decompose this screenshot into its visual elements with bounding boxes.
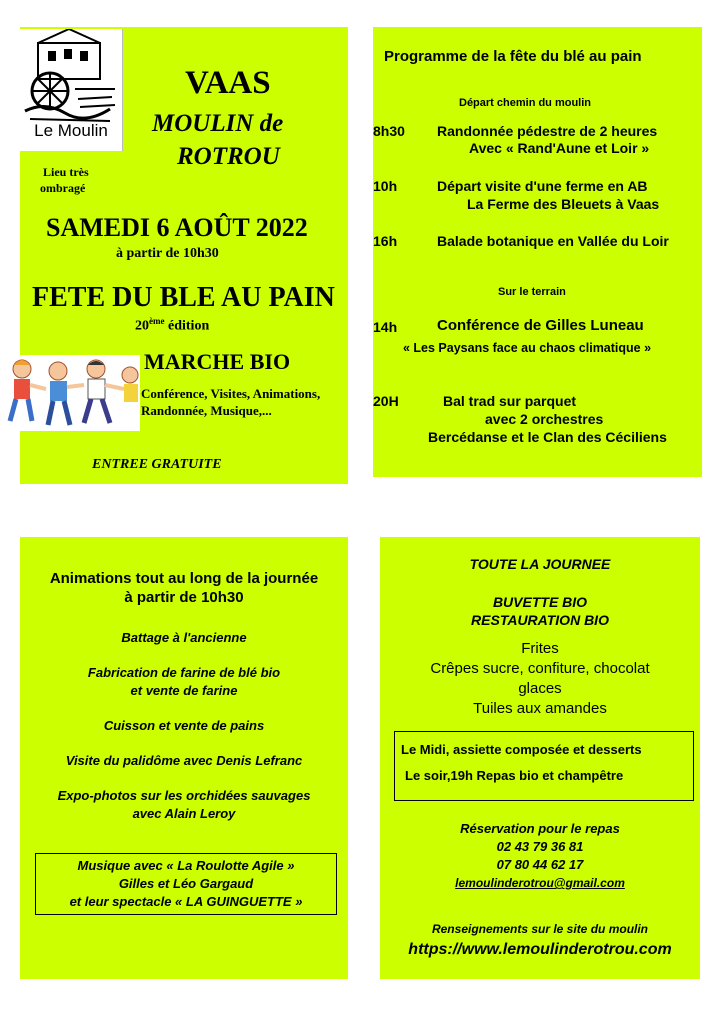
item-line: Avec « Rand'Aune et Loir » bbox=[469, 140, 650, 156]
food-item: Tuiles aux amandes bbox=[473, 700, 607, 717]
meals-box bbox=[394, 731, 694, 801]
event-poster-panel bbox=[20, 27, 348, 484]
music-box bbox=[35, 853, 337, 915]
program-title: Programme de la fête du blé au pain bbox=[384, 48, 642, 65]
dancing-children-illustration bbox=[0, 355, 140, 431]
reservation-label: Réservation pour le repas bbox=[460, 821, 620, 836]
food-item: glaces bbox=[518, 680, 562, 697]
edition-suffix: ème bbox=[149, 316, 165, 326]
activities-line2: Randonnée, Musique,... bbox=[141, 403, 272, 418]
event-title: FETE DU BLE AU PAIN bbox=[32, 282, 335, 313]
bal-line1: Bal trad sur parquet bbox=[443, 393, 577, 409]
animation-item: Battage à l'ancienne bbox=[121, 630, 247, 645]
bal-line2: avec 2 orchestres bbox=[485, 411, 604, 427]
animations-panel bbox=[20, 537, 348, 979]
talk-time: 14h bbox=[373, 319, 398, 335]
bal-line3: Bercédanse et le Clan des Céciliens bbox=[428, 429, 667, 445]
animation-item: avec Alain Leroy bbox=[132, 806, 236, 821]
entry-free: ENTREE GRATUITE bbox=[92, 457, 222, 472]
phone-number: 02 43 79 36 81 bbox=[496, 839, 584, 854]
talk-title: Conférence de Gilles Luneau bbox=[437, 317, 644, 334]
item-time: 10h bbox=[373, 178, 398, 194]
edition-label bbox=[135, 316, 209, 335]
animation-item: Visite du palidôme avec Denis Lefranc bbox=[65, 753, 303, 768]
item-line: La Ferme des Bleuets à Vaas bbox=[467, 196, 660, 212]
item-line: Départ visite d'une ferme en AB bbox=[437, 178, 648, 194]
mill-name-line2: ROTROU bbox=[177, 143, 280, 170]
market-title: MARCHE BIO bbox=[144, 349, 291, 374]
edition-word: édition bbox=[168, 318, 210, 334]
allday-title: TOUTE LA JOURNEE bbox=[469, 556, 611, 572]
buvette-title: BUVETTE BIO bbox=[492, 594, 588, 610]
food-panel bbox=[380, 537, 700, 979]
info-label: Renseignements sur le site du moulin bbox=[431, 922, 649, 936]
item-time: 16h bbox=[373, 233, 398, 249]
mill-name-line1: MOULIN de bbox=[152, 110, 284, 137]
phone-number: 07 80 44 62 17 bbox=[496, 857, 584, 872]
shade-label-line1: Lieu très bbox=[43, 165, 89, 179]
music-line1: Musique avec « La Roulotte Agile » bbox=[77, 858, 295, 873]
activities-line1: Conférence, Visites, Animations, bbox=[141, 386, 321, 401]
animation-item: et vente de farine bbox=[130, 683, 238, 698]
bal-time: 20H bbox=[373, 393, 399, 409]
section-mill-path: Départ chemin du moulin bbox=[459, 97, 592, 109]
music-line2: Gilles et Léo Gargaud bbox=[118, 876, 254, 891]
midi-meal: Le Midi, assiette composée et desserts bbox=[401, 742, 642, 757]
food-item: Frites bbox=[521, 640, 559, 657]
music-line3: et leur spectacle « LA GUINGUETTE » bbox=[69, 894, 303, 909]
food-item: Crêpes sucre, confiture, chocolat bbox=[430, 660, 650, 677]
animations-title: Animations tout au long de la journée bbox=[49, 570, 319, 587]
shade-label-line2: ombragé bbox=[40, 181, 86, 195]
evening-meal: Le soir,19h Repas bio et champêtre bbox=[405, 768, 624, 783]
mill-logo bbox=[20, 29, 123, 151]
item-time: 8h30 bbox=[373, 123, 405, 139]
email-link[interactable]: lemoulinderotrou@gmail.com bbox=[455, 876, 625, 890]
item-line: Randonnée pédestre de 2 heures bbox=[437, 123, 658, 139]
town-name: VAAS bbox=[185, 65, 271, 101]
animation-item: Expo-photos sur les orchidées sauvages bbox=[57, 788, 311, 803]
talk-subtitle: « Les Paysans face au chaos climatique » bbox=[403, 341, 652, 355]
item-line: Balade botanique en Vallée du Loir bbox=[437, 233, 669, 249]
edition-number: 20 bbox=[135, 318, 149, 334]
program-panel bbox=[373, 27, 702, 477]
logo-text: Le Moulin bbox=[34, 121, 108, 140]
event-date: SAMEDI 6 AOÛT 2022 bbox=[46, 213, 308, 242]
animations-start: à partir de 10h30 bbox=[124, 589, 244, 606]
restauration-title: RESTAURATION BIO bbox=[471, 612, 609, 628]
mill-drawing-icon bbox=[20, 29, 122, 124]
website-link[interactable]: https://www.lemoulinderotrou.com bbox=[408, 941, 672, 958]
animation-item: Cuisson et vente de pains bbox=[103, 718, 265, 733]
event-start-time: à partir de 10h30 bbox=[116, 246, 219, 261]
animation-item: Fabrication de farine de blé bio bbox=[87, 665, 281, 680]
section-on-site: Sur le terrain bbox=[498, 286, 566, 298]
